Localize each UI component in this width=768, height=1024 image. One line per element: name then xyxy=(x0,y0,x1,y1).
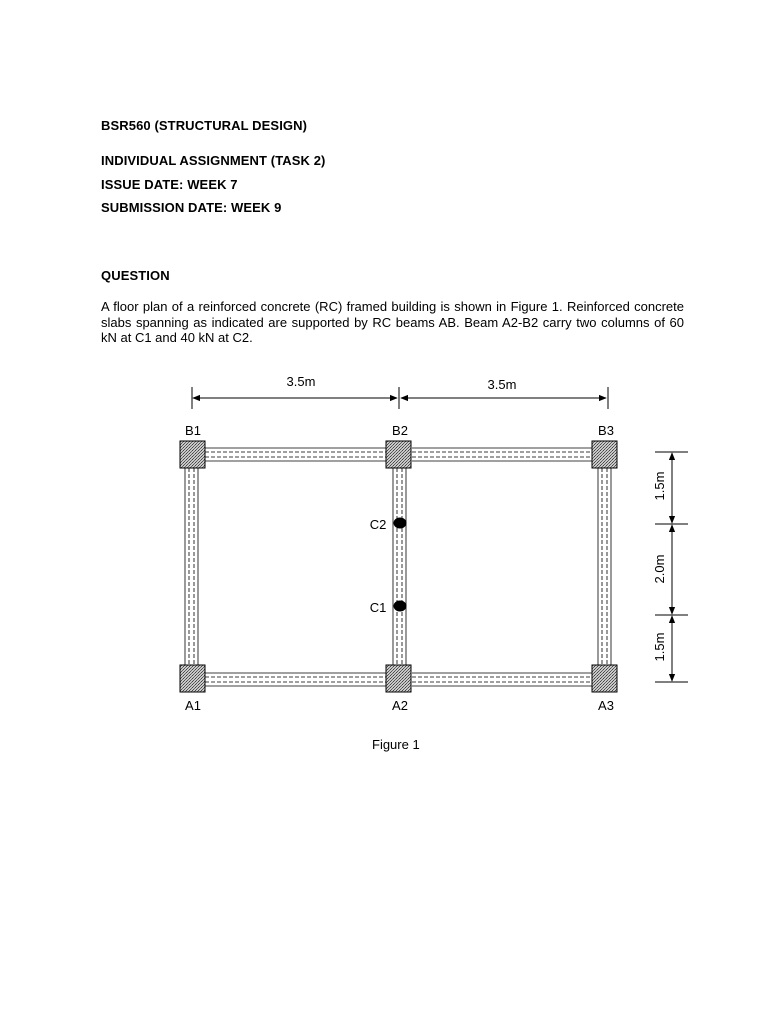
question-text: A floor plan of a reinforced concrete (RC) framed building is shown in Figure 1. Reinforced concrete slabs spanning as indicated are supported by RC beams AB. Beam A2-B2 carry two columns of 60 kN at C1 and 40 kN at C2. xyxy=(101,299,684,345)
label-c1: C1 xyxy=(369,600,387,615)
figure-caption: Figure 1 xyxy=(372,737,420,752)
course-title: BSR560 (STRUCTURAL DESIGN) xyxy=(101,118,308,133)
beam-a2-b2 xyxy=(393,468,406,665)
horizontal-dimension xyxy=(192,387,608,409)
dim-label-top: 1.5m xyxy=(652,471,667,501)
column-c1-point xyxy=(394,601,407,612)
span-label-left: 3.5m xyxy=(286,374,316,389)
label-b2: B2 xyxy=(392,423,408,438)
column-a1 xyxy=(180,665,205,692)
beam-a3-b3 xyxy=(598,468,611,665)
assignment-title: INDIVIDUAL ASSIGNMENT (TASK 2) xyxy=(101,153,326,168)
label-b1: B1 xyxy=(185,423,201,438)
question-heading: QUESTION xyxy=(101,268,170,283)
column-b1 xyxy=(180,441,205,468)
dim-label-bottom: 1.5m xyxy=(652,632,667,662)
label-a3: A3 xyxy=(598,698,614,713)
span-label-right: 3.5m xyxy=(487,377,517,392)
beam-a1-b1 xyxy=(185,468,198,665)
column-c2-point xyxy=(394,518,407,529)
label-a1: A1 xyxy=(185,698,201,713)
column-b3 xyxy=(592,441,617,468)
submission-date: SUBMISSION DATE: WEEK 9 xyxy=(101,200,282,215)
label-b3: B3 xyxy=(598,423,614,438)
label-a2: A2 xyxy=(392,698,408,713)
column-a3 xyxy=(592,665,617,692)
label-c2: C2 xyxy=(369,517,387,532)
column-a2 xyxy=(386,665,411,692)
dim-label-middle: 2.0m xyxy=(652,554,667,584)
issue-date: ISSUE DATE: WEEK 7 xyxy=(101,177,238,192)
column-b2 xyxy=(386,441,411,468)
